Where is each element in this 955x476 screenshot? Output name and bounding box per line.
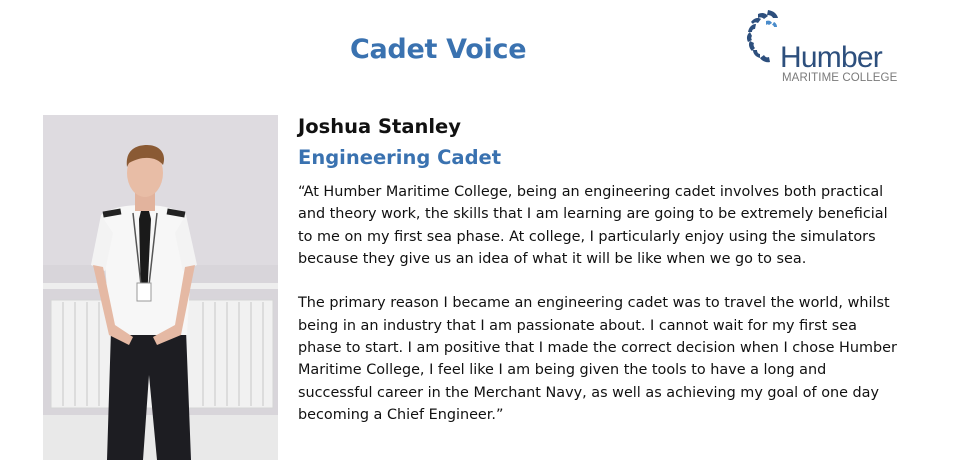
quote-paragraph: “At Humber Maritime College, being an engineering cadet involves both practical and theory work, the skills that I am learning are going to be extremely beneficial to me on my first sea phase. At college, I particularly enjoy using the simulators because they give us an idea of what it will be like when we go to sea.: [298, 184, 888, 267]
page-title: Cadet Voice: [350, 34, 527, 65]
cadet-role: Engineering Cadet: [298, 146, 502, 169]
testimonial-quote: [298, 181, 898, 426]
cadet-portrait-icon: [43, 115, 278, 460]
humber-logo: [746, 8, 906, 84]
quote-paragraph: The primary reason I became an engineering cadet was to travel the world, whilst being in an industry that I am passionate about. I cannot wait for my first sea phase to start. I am positive that I made the correct decision when I chose Humber Maritime College, I feel like I am being given the tools to have a long and successful career in the Merchant Navy, as well as achieving my goal of one day becoming a Chief Engineer.”: [298, 295, 897, 423]
logo-name: Humber: [780, 41, 882, 74]
cadet-name: Joshua Stanley: [298, 115, 461, 138]
logo-subtitle: MARITIME COLLEGE: [782, 72, 898, 84]
cadet-photo: [43, 115, 278, 460]
